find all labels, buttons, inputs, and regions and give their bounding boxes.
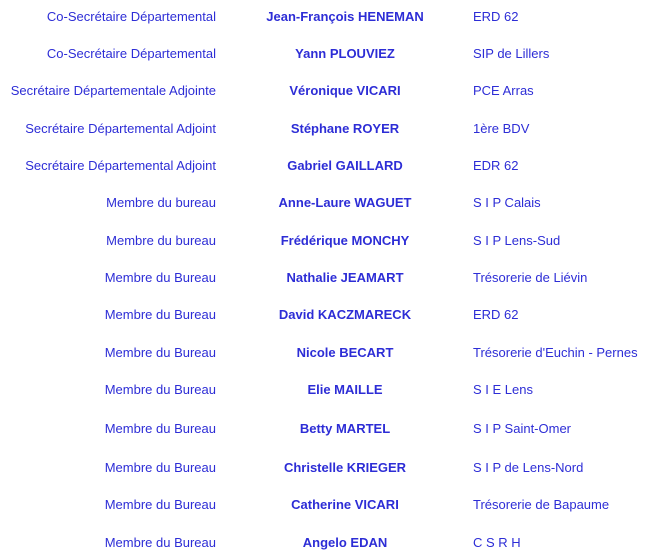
place-cell: S I P Lens-Sud <box>473 233 561 248</box>
role-cell: Co-Secrétaire Départemental <box>46 9 216 24</box>
role-cell: Membre du Bureau <box>104 345 216 360</box>
place-cell: SIP de Lillers <box>473 46 550 61</box>
roster-row <box>0 380 648 400</box>
roster-row <box>0 7 648 27</box>
place-cell: S I P Saint-Omer <box>473 421 572 436</box>
place-cell: Trésorerie de Bapaume <box>473 497 610 512</box>
role-cell: Membre du Bureau <box>104 497 216 512</box>
place-cell: 1ère BDV <box>473 121 530 136</box>
roster-row <box>0 305 648 325</box>
roster-row <box>0 268 648 288</box>
name-cell: Yann PLOUVIEZ <box>295 46 395 61</box>
name-cell: Nicole BECART <box>296 345 394 360</box>
role-cell: Secrétaire Départemental Adjoint <box>25 121 216 136</box>
role-cell: Secrétaire Départemental Adjoint <box>25 158 216 173</box>
roster-row <box>0 533 648 553</box>
place-cell: S I P de Lens-Nord <box>473 460 584 475</box>
roster-row <box>0 119 648 139</box>
roster-row <box>0 458 648 478</box>
roster-row <box>0 343 648 363</box>
role-cell: Membre du Bureau <box>104 270 216 285</box>
role-cell: Membre du Bureau <box>104 382 216 397</box>
name-cell: Angelo EDAN <box>302 535 388 550</box>
role-cell: Membre du bureau <box>106 195 216 210</box>
place-cell: Trésorerie de Liévin <box>473 270 588 285</box>
roster-row <box>0 156 648 176</box>
place-cell: EDR 62 <box>473 158 519 173</box>
name-cell: Betty MARTEL <box>299 421 391 436</box>
roster-row <box>0 81 648 101</box>
place-cell: C S R H <box>473 535 521 550</box>
roster-row <box>0 44 648 64</box>
role-cell: Secrétaire Départementale Adjointe <box>10 83 216 98</box>
place-cell: ERD 62 <box>473 9 519 24</box>
role-cell: Membre du bureau <box>106 233 216 248</box>
place-cell: S I P Calais <box>473 195 541 210</box>
name-cell: Christelle KRIEGER <box>283 460 407 475</box>
name-cell: Elie MAILLE <box>307 382 383 397</box>
place-cell: ERD 62 <box>473 307 519 322</box>
role-cell: Co-Secrétaire Départemental <box>46 46 216 61</box>
roster-row <box>0 495 648 515</box>
name-cell: David KACZMARECK <box>278 307 412 322</box>
role-cell: Membre du Bureau <box>104 307 216 322</box>
roster-row <box>0 193 648 213</box>
name-cell: Anne-Laure WAGUET <box>278 195 412 210</box>
name-cell: Véronique VICARI <box>289 83 401 98</box>
place-cell: PCE Arras <box>473 83 534 98</box>
name-cell: Gabriel GAILLARD <box>287 158 403 173</box>
place-cell: Trésorerie d'Euchin - Pernes <box>473 345 638 360</box>
name-cell: Jean-François HENEMAN <box>266 9 424 24</box>
name-cell: Frédérique MONCHY <box>280 233 410 248</box>
role-cell: Membre du Bureau <box>104 421 216 436</box>
place-cell: S I E Lens <box>473 382 533 397</box>
name-cell: Stéphane ROYER <box>290 121 400 136</box>
role-cell: Membre du Bureau <box>104 535 216 550</box>
name-cell: Catherine VICARI <box>291 497 399 512</box>
roster-row <box>0 419 648 439</box>
role-cell: Membre du Bureau <box>104 460 216 475</box>
roster-row <box>0 231 648 251</box>
name-cell: Nathalie JEAMART <box>286 270 404 285</box>
